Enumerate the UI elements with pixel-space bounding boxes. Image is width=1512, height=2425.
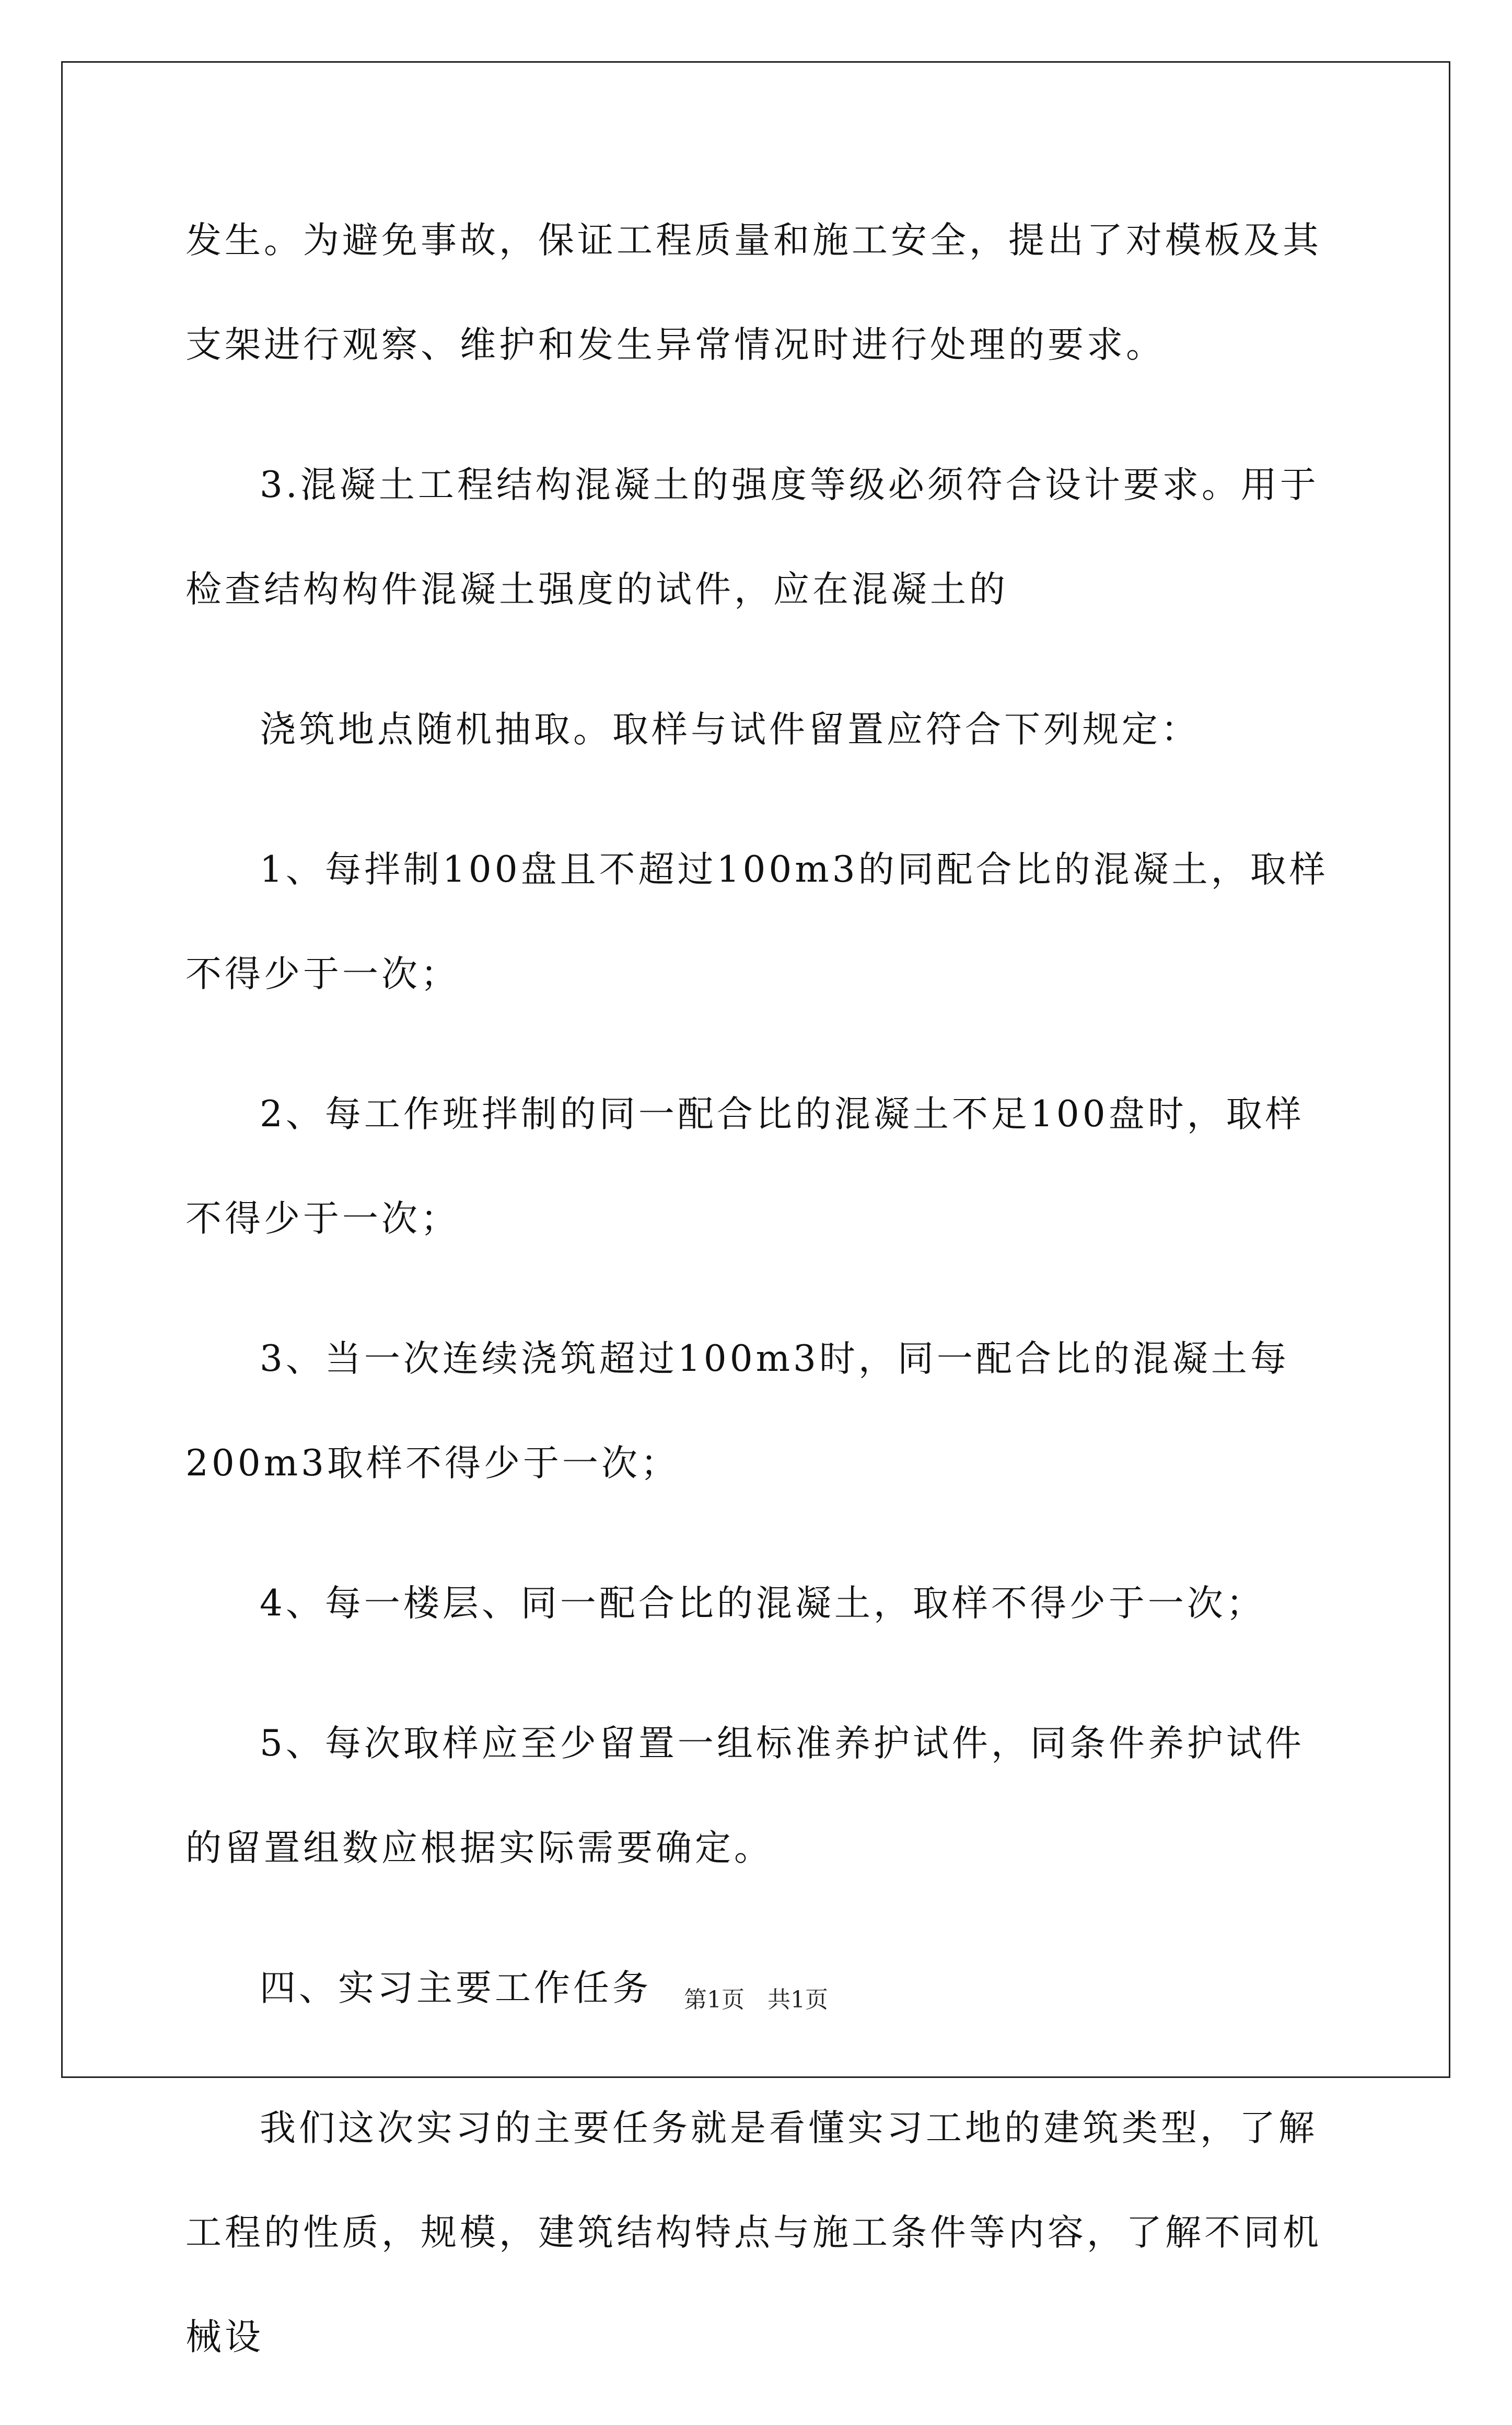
paragraph: 浇筑地点随机抽取。取样与试件留置应符合下列规定： [260,709,1200,750]
paragraph: 1、每拌制100盘且不超过100m3的同配合比的混凝土，取样不得少于一次； [185,849,1329,995]
document-body [185,188,1335,2425]
paragraph: 3.混凝土工程结构混凝土的强度等级必须符合设计要求。用于检查结构构件混凝土强度的试件，应在混凝土的 [185,464,1319,610]
paragraph: 我们这次实习的主要任务就是看懂实习工地的建筑类型，了解工程的性质，规模，建筑结构特点与施工条件等内容，了解不同机械设 [185,2107,1322,2358]
page-number: 第1页 共1页 [684,1987,828,2013]
section-heading: 四、实习主要工作任务 [260,1967,652,2009]
paragraph: 4、每一楼层、同一配合比的混凝土，取样不得少于一次； [260,1583,1265,1624]
paragraph: 发生。为避免事故，保证工程质量和施工安全，提出了对模板及其支架进行观察、维护和发生异常情况时进行处理的要求。 [185,220,1322,366]
paragraph: 5、每次取样应至少留置一组标准养护试件，同条件养护试件的留置组数应根据实际需要确定。 [185,1723,1305,1869]
paragraph: 3、当一次连续浇筑超过100m3时，同一配合比的混凝土每200m3取样不得少于一次； [185,1338,1289,1484]
paragraph: 2、每工作班拌制的同一配合比的混凝土不足100盘时，取样不得少于一次； [185,1093,1305,1240]
